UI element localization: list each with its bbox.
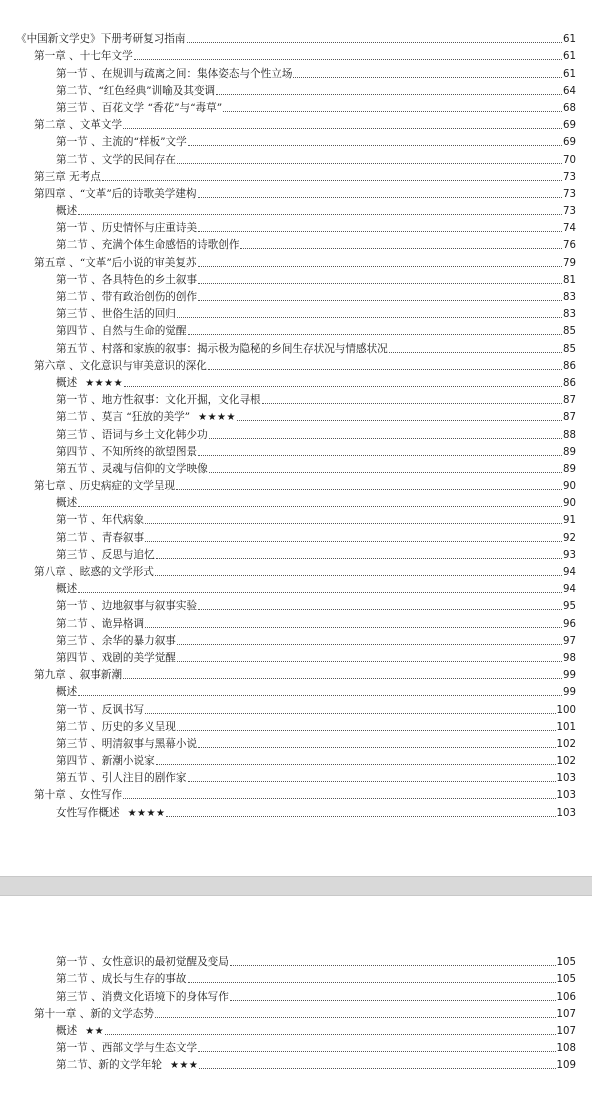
dot-leader	[240, 247, 562, 249]
toc-entry-title: 第三节 、反思与追忆	[56, 548, 155, 561]
toc-entry-title: 女性写作概述	[56, 806, 120, 819]
toc-entry-title: 第九章 、叙事新潮	[34, 669, 123, 682]
toc-page-number: 83	[563, 309, 576, 321]
dot-leader	[78, 591, 562, 593]
dot-leader	[78, 694, 562, 696]
toc-section-entry[interactable]	[0, 218, 592, 235]
toc-entry-title: 第七章 、历史病症的文学呈现	[34, 480, 176, 493]
toc-section-entry[interactable]	[0, 321, 592, 338]
toc-entry-title: 概述	[56, 376, 78, 389]
document-page-2	[0, 896, 592, 1094]
toc-page-number: 99	[563, 670, 576, 682]
toc-entry-title: 第二节 、带有政治创伤的创作	[56, 291, 198, 303]
toc-entry-title: 第一节 、历史情怀与庄重诗美	[56, 222, 198, 235]
dot-leader	[198, 282, 562, 284]
toc-section-entry[interactable]	[0, 459, 592, 476]
toc-page-number: 94	[563, 584, 576, 596]
dot-leader	[293, 76, 562, 78]
dot-leader	[209, 471, 562, 473]
toc-entry-title: 第二节 、莫言 “狂放的美学”	[56, 411, 191, 424]
toc-section-entry[interactable]	[0, 1038, 592, 1055]
dot-leader	[124, 385, 562, 387]
toc-page-number: 105	[556, 974, 576, 986]
toc-entry-title: 第二节、新的文学年轮	[56, 1059, 162, 1072]
toc-page-number: 81	[563, 274, 576, 286]
toc-heading[interactable]	[0, 29, 592, 46]
toc-page-number: 74	[563, 223, 576, 235]
toc-section-entry[interactable]	[0, 338, 592, 355]
toc-entry-title: 概述	[56, 1024, 78, 1037]
toc-page-number: 86	[563, 360, 576, 372]
toc-chapter-entry[interactable]	[0, 252, 592, 269]
toc-entry-title: 第八章 、眩惑的文学形式	[34, 566, 154, 578]
dot-leader	[389, 351, 562, 353]
toc-section-entry[interactable]	[0, 493, 592, 510]
dot-leader	[230, 999, 556, 1001]
toc-page-number: 105	[556, 957, 576, 969]
toc-page-number: 106	[556, 991, 576, 1003]
dot-leader	[216, 93, 562, 95]
toc-entry-title: 第四节 、新潮小说家	[56, 755, 155, 768]
toc-section-entry[interactable]	[0, 751, 592, 768]
dot-leader	[209, 437, 562, 439]
toc-entry-title: 第一节 、年代病象	[56, 514, 145, 527]
dot-leader	[188, 333, 563, 335]
dot-leader	[198, 196, 563, 198]
toc-section-entry[interactable]	[0, 596, 592, 613]
dot-leader	[155, 574, 562, 576]
toc-chapter-entry[interactable]	[0, 46, 592, 63]
dot-leader	[198, 746, 555, 748]
dot-leader	[123, 127, 562, 129]
toc-entry-title: 第四节 、自然与生命的觉醒	[56, 325, 187, 338]
dot-leader	[177, 162, 562, 164]
toc-entry-title: 《中国新文学史》下册考研复习指南	[16, 33, 186, 46]
toc-section-entry[interactable]	[0, 442, 592, 459]
toc-page-number: 83	[563, 292, 576, 303]
toc-page-number: 94	[563, 567, 576, 578]
toc-section-entry[interactable]	[0, 1021, 592, 1038]
toc-section-entry[interactable]	[0, 579, 592, 596]
toc-section-entry[interactable]	[0, 682, 592, 699]
dot-leader	[145, 712, 555, 714]
toc-page-number: 98	[563, 652, 576, 664]
toc-entry-title: 第二节 、诡异格调	[56, 617, 145, 630]
toc-section-entry[interactable]	[0, 952, 592, 969]
dot-leader	[177, 643, 562, 645]
toc-chapter-entry[interactable]	[0, 562, 592, 579]
toc-page-number: 96	[563, 618, 576, 630]
toc-page-number: 61	[563, 51, 576, 63]
toc-entry-title: 第一节 、主流的“样板”文学	[56, 136, 187, 149]
toc-page-number: 90	[563, 498, 576, 510]
toc-page-number: 103	[556, 773, 576, 785]
toc-page-number: 91	[563, 515, 576, 527]
toc-page-number: 61	[563, 68, 576, 80]
dot-leader	[188, 780, 556, 782]
toc-section-entry[interactable]	[0, 63, 592, 80]
star-rating-icon: ★★★★	[198, 412, 236, 424]
toc-chapter-entry[interactable]	[0, 184, 592, 201]
toc-page-number: 73	[563, 188, 576, 200]
toc-section-entry[interactable]	[0, 407, 592, 424]
toc-section-entry[interactable]	[0, 802, 592, 819]
dot-leader	[187, 41, 563, 43]
toc-entry-title: 第二节 、充满个体生命感悟的诗歌创作	[56, 239, 240, 252]
dot-leader	[123, 797, 555, 799]
toc-chapter-entry[interactable]	[0, 665, 592, 682]
dot-leader	[188, 981, 556, 983]
toc-section-entry[interactable]	[0, 510, 592, 527]
star-rating-icon: ★★★★	[85, 377, 124, 389]
toc-entry-title: 第四章 、“文革”后的诗歌美学建构	[34, 187, 197, 200]
toc-entry-title: 第四节 、不知所终的欲望图景	[56, 445, 198, 458]
toc-page-number: 109	[556, 1060, 576, 1072]
toc-entry-title: 第五节 、引人注目的剧作家	[56, 772, 187, 785]
toc-page-number: 79	[563, 257, 576, 269]
toc-entry-title: 第三节 、百花文学 “香花”与“毒草”	[56, 101, 223, 114]
toc-entry-title: 第三节 、世俗生活的回归	[56, 308, 176, 321]
toc-section-entry[interactable]	[0, 969, 592, 986]
dot-leader	[262, 402, 562, 404]
toc-page-number: 90	[563, 481, 576, 493]
toc-entry-title: 第五节 、灵魂与信仰的文学映像	[56, 462, 208, 475]
toc-page-number: 76	[563, 240, 576, 252]
dot-leader	[145, 626, 562, 628]
dot-leader	[230, 964, 556, 966]
toc-entry-title: 第二节 、成长与生存的事故	[56, 973, 187, 986]
toc-section-entry[interactable]	[0, 768, 592, 785]
toc-page-number: 73	[563, 206, 576, 218]
toc-entry-title: 第一节 、在规训与疏离之间：集体姿态与个性立场	[56, 67, 293, 80]
dot-leader	[198, 454, 562, 456]
dot-leader	[237, 419, 562, 421]
toc-entry-title: 第二节、“红色经典”训喻及其变调	[56, 84, 216, 97]
dot-leader	[78, 213, 562, 215]
star-rating-icon: ★★★	[169, 1060, 199, 1072]
dot-leader	[156, 557, 562, 559]
page-separator	[0, 876, 592, 896]
toc-section-entry[interactable]	[0, 699, 592, 716]
toc-entry-title: 第三节 、余华的暴力叙事	[56, 634, 176, 647]
dot-leader	[198, 230, 562, 232]
dot-leader	[198, 299, 562, 301]
toc-page-number: 64	[563, 85, 576, 97]
dot-leader	[78, 505, 562, 507]
toc-page-number: 70	[563, 154, 576, 166]
table-of-contents	[0, 29, 592, 820]
toc-page-number: 89	[563, 463, 576, 475]
dot-leader	[199, 1067, 555, 1069]
toc-chapter-entry[interactable]	[0, 1004, 592, 1021]
toc-section-entry[interactable]	[0, 287, 592, 304]
toc-section-entry[interactable]	[0, 734, 592, 751]
toc-page-number: 93	[563, 549, 576, 561]
toc-entry-title: 第六章 、文化意识与审美意识的深化	[34, 359, 207, 372]
dot-leader	[145, 522, 562, 524]
toc-chapter-entry[interactable]	[0, 167, 592, 184]
toc-section-entry[interactable]	[0, 613, 592, 630]
toc-section-entry[interactable]	[0, 424, 592, 441]
dot-leader	[177, 729, 556, 731]
dot-leader	[198, 608, 562, 610]
toc-page-number: 86	[563, 377, 576, 389]
toc-section-entry[interactable]	[0, 717, 592, 734]
toc-section-entry[interactable]	[0, 201, 592, 218]
toc-entry-title: 第二节 、历史的多义呈现	[56, 720, 176, 733]
toc-page-number: 107	[556, 1025, 576, 1037]
toc-entry-title: 第十一章 、新的文学态势	[34, 1007, 154, 1020]
toc-page-number: 73	[563, 171, 576, 183]
dot-leader	[208, 368, 562, 370]
toc-section-entry[interactable]	[0, 1055, 592, 1072]
toc-page-number: 87	[563, 412, 576, 424]
toc-entry-title: 概述	[56, 583, 78, 596]
toc-page-number: 102	[556, 738, 576, 750]
dot-leader	[102, 179, 562, 181]
toc-chapter-entry[interactable]	[0, 785, 592, 802]
toc-section-entry[interactable]	[0, 631, 592, 648]
toc-entry-title: 第五节 、村落和家族的叙事：揭示极为隐秘的乡间生存状况与情感状况	[56, 342, 388, 355]
toc-entry-title: 第一节 、各具特色的乡土叙事	[56, 273, 198, 286]
toc-page-number: 89	[563, 446, 576, 458]
toc-section-entry[interactable]	[0, 373, 592, 390]
toc-entry-title: 第三节 、语词与乡土文化韩少功	[56, 428, 208, 441]
star-rating-icon: ★★	[85, 1025, 105, 1037]
dot-leader	[177, 316, 562, 318]
dot-leader	[188, 144, 562, 146]
toc-page-number: 85	[563, 326, 576, 338]
dot-leader	[145, 540, 562, 542]
toc-entry-title: 第一节 、西部文学与生态文学	[56, 1042, 198, 1055]
toc-entry-title: 第一节 、反讽书写	[56, 703, 145, 716]
toc-entry-title: 第三节 、明清叙事与黑幕小说	[56, 737, 198, 750]
dot-leader	[156, 763, 556, 765]
toc-entry-title: 第二节 、文学的民间存在	[56, 153, 176, 166]
toc-page-number: 101	[556, 721, 576, 733]
toc-page-number: 69	[563, 120, 576, 132]
toc-entry-title: 第一节 、边地叙事与叙事实验	[56, 600, 198, 613]
toc-entry-title: 概述	[56, 686, 78, 699]
toc-section-entry[interactable]	[0, 149, 592, 166]
toc-page-number: 69	[563, 137, 576, 149]
toc-section-entry[interactable]	[0, 304, 592, 321]
dot-leader	[105, 1033, 555, 1035]
toc-page-number: 92	[563, 532, 576, 544]
dot-leader	[223, 110, 562, 112]
toc-section-entry[interactable]	[0, 986, 592, 1003]
toc-entry-title: 概述	[56, 205, 78, 218]
toc-entry-title: 第二节 、青春叙事	[56, 531, 145, 544]
toc-entry-title: 概述	[56, 497, 78, 510]
toc-chapter-entry[interactable]	[0, 356, 592, 373]
dot-leader	[134, 58, 562, 60]
toc-section-entry[interactable]	[0, 81, 592, 98]
toc-chapter-entry[interactable]	[0, 115, 592, 132]
toc-page-number: 87	[563, 395, 576, 407]
toc-section-entry[interactable]	[0, 545, 592, 562]
toc-page-number: 95	[563, 601, 576, 613]
table-of-contents-continued	[0, 952, 592, 1072]
toc-page-number: 103	[556, 790, 576, 802]
dot-leader	[198, 265, 563, 267]
toc-page-number: 102	[556, 756, 576, 768]
toc-section-entry[interactable]	[0, 270, 592, 287]
toc-section-entry[interactable]	[0, 132, 592, 149]
toc-entry-title: 第三章 无考点	[34, 170, 101, 183]
dot-leader	[166, 815, 555, 817]
toc-chapter-entry[interactable]	[0, 476, 592, 493]
toc-section-entry[interactable]	[0, 235, 592, 252]
toc-section-entry[interactable]	[0, 390, 592, 407]
toc-page-number: 61	[563, 34, 576, 46]
toc-page-number: 68	[563, 102, 576, 114]
toc-page-number: 107	[556, 1008, 576, 1020]
toc-entry-title: 第四节 、戏剧的美学觉醒	[56, 651, 176, 664]
toc-section-entry[interactable]	[0, 98, 592, 115]
toc-entry-title: 第二章 、文革文学	[34, 119, 123, 132]
toc-entry-title: 第三节 、消费文化语境下的身体写作	[56, 990, 229, 1003]
dot-leader	[177, 660, 562, 662]
toc-page-number: 97	[563, 635, 576, 647]
toc-entry-title: 第一节 、地方性叙事：文化开掘，文化寻根	[56, 394, 261, 407]
dot-leader	[123, 677, 562, 679]
toc-section-entry[interactable]	[0, 527, 592, 544]
toc-entry-title: 第一节 、女性意识的最初觉醒及变局	[56, 956, 229, 969]
toc-entry-title: 第五章 、“文革”后小说的审美复苏	[34, 256, 197, 269]
dot-leader	[176, 488, 562, 490]
toc-page-number: 108	[556, 1043, 576, 1055]
toc-page-number: 88	[563, 429, 576, 441]
toc-entry-title: 第十章 、女性写作	[34, 789, 123, 802]
toc-page-number: 85	[563, 343, 576, 355]
star-rating-icon: ★★★★	[127, 807, 166, 819]
dot-leader	[155, 1016, 556, 1018]
toc-page-number: 103	[556, 807, 576, 819]
toc-section-entry[interactable]	[0, 648, 592, 665]
dot-leader	[198, 1050, 555, 1052]
toc-page-number: 100	[556, 704, 576, 716]
toc-page-number: 99	[563, 687, 576, 699]
toc-entry-title: 第一章 、十七年文学	[34, 50, 133, 63]
